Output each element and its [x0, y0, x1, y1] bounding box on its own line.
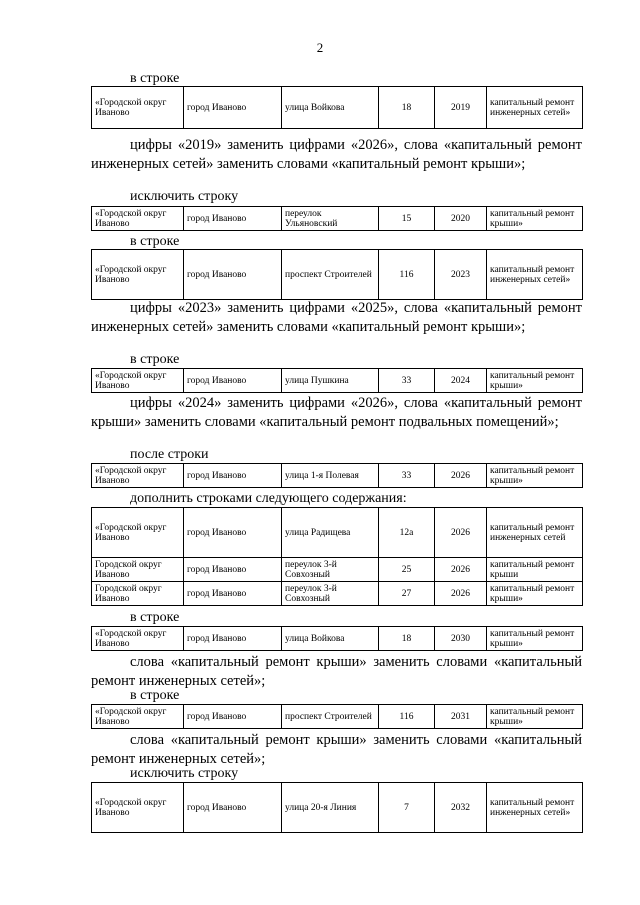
year-cell: 2019: [435, 87, 487, 129]
street-cell: улица Войкова: [282, 87, 379, 129]
instruction-label: в строке: [130, 610, 180, 625]
work-type-cell: капитальный ремонт инженерных сетей: [487, 508, 583, 558]
city-cell: город Иваново: [184, 207, 282, 231]
city-cell: город Иваново: [184, 783, 282, 833]
house-number-cell: 18: [379, 627, 435, 651]
city-cell: город Иваново: [184, 508, 282, 558]
street-cell: переулок Ульяновский: [282, 207, 379, 231]
street-cell: проспект Строителей: [282, 250, 379, 300]
city-cell: город Иваново: [184, 464, 282, 488]
year-cell: 2024: [435, 369, 487, 393]
street-cell: переулок 3-й Совхозный: [282, 558, 379, 582]
amendment-paragraph: цифры «2024» заменить цифрами «2026», слова «капитальный ремонт крыши» заменить словами «капитальный ремонт подвальных помещений»;: [91, 395, 582, 430]
house-number-cell: 33: [379, 369, 435, 393]
street-cell: улица Радищева: [282, 508, 379, 558]
city-cell: город Иваново: [184, 369, 282, 393]
municipality-cell: «Городской округ Иваново: [92, 369, 184, 393]
municipality-cell: «Городской округ Иваново: [92, 783, 184, 833]
address-table: [91, 704, 583, 729]
house-number-cell: 116: [379, 705, 435, 729]
work-type-cell: капитальный ремонт крыши: [487, 558, 583, 582]
address-table: [91, 368, 583, 393]
municipality-cell: «Городской округ Иваново: [92, 87, 184, 129]
street-cell: улица 1-я Полевая: [282, 464, 379, 488]
address-table: [91, 86, 583, 129]
year-cell: 2030: [435, 627, 487, 651]
city-cell: город Иваново: [184, 582, 282, 606]
municipality-cell: «Городской округ Иваново: [92, 508, 184, 558]
municipality-cell: «Городской округ Иваново: [92, 250, 184, 300]
amendment-paragraph: цифры «2023» заменить цифрами «2025», слова «капитальный ремонт инженерных сетей» заменить словами «капитальный ремонт крыши»;: [91, 300, 582, 335]
table-row: [92, 369, 583, 393]
work-type-cell: капитальный ремонт крыши»: [487, 207, 583, 231]
city-cell: город Иваново: [184, 558, 282, 582]
instruction-label: в строке: [130, 234, 180, 249]
work-type-cell: капитальный ремонт инженерных сетей»: [487, 783, 583, 833]
address-table: [91, 206, 583, 231]
address-table: [91, 782, 583, 833]
house-number-cell: 116: [379, 250, 435, 300]
table-row: [92, 464, 583, 488]
municipality-cell: Городской округ Иваново: [92, 558, 184, 582]
amendment-paragraph: слова «капитальный ремонт крыши» заменить словами «капитальный ремонт инженерных сетей»;: [91, 654, 582, 689]
street-cell: улица 20-я Линия: [282, 783, 379, 833]
work-type-cell: капитальный ремонт крыши»: [487, 582, 583, 606]
house-number-cell: 25: [379, 558, 435, 582]
year-cell: 2026: [435, 582, 487, 606]
instruction-label: дополнить строками следующего содержания:: [130, 491, 407, 506]
house-number-cell: 33: [379, 464, 435, 488]
table-row: [92, 783, 583, 833]
amendment-paragraph: цифры «2019» заменить цифрами «2026», слова «капитальный ремонт инженерных сетей» заменить словами «капитальный ремонт крыши»;: [91, 137, 582, 172]
municipality-cell: «Городской округ Иваново: [92, 705, 184, 729]
house-number-cell: 18: [379, 87, 435, 129]
work-type-cell: капитальный ремонт крыши»: [487, 369, 583, 393]
instruction-label: исключить строку: [130, 766, 239, 781]
instruction-label: исключить строку: [130, 189, 239, 204]
year-cell: 2023: [435, 250, 487, 300]
work-type-cell: капитальный ремонт крыши»: [487, 464, 583, 488]
street-cell: проспект Строителей: [282, 705, 379, 729]
work-type-cell: капитальный ремонт инженерных сетей»: [487, 87, 583, 129]
address-table: [91, 249, 583, 300]
year-cell: 2026: [435, 558, 487, 582]
table-row: [92, 627, 583, 651]
amendment-paragraph: слова «капитальный ремонт крыши» заменить словами «капитальный ремонт инженерных сетей»;: [91, 732, 582, 767]
address-table: [91, 507, 583, 606]
table-row: [92, 250, 583, 300]
street-cell: переулок 3-й Совхозный: [282, 582, 379, 606]
city-cell: город Иваново: [184, 705, 282, 729]
table-row: [92, 558, 583, 582]
municipality-cell: Городской округ Иваново: [92, 582, 184, 606]
house-number-cell: 7: [379, 783, 435, 833]
city-cell: город Иваново: [184, 250, 282, 300]
instruction-label: в строке: [130, 688, 180, 703]
instruction-label: после строки: [130, 447, 209, 462]
table-row: [92, 87, 583, 129]
year-cell: 2026: [435, 508, 487, 558]
table-row: [92, 582, 583, 606]
year-cell: 2031: [435, 705, 487, 729]
city-cell: город Иваново: [184, 87, 282, 129]
table-row: [92, 207, 583, 231]
table-row: [92, 705, 583, 729]
year-cell: 2026: [435, 464, 487, 488]
work-type-cell: капитальный ремонт крыши»: [487, 627, 583, 651]
house-number-cell: 27: [379, 582, 435, 606]
work-type-cell: капитальный ремонт крыши»: [487, 705, 583, 729]
municipality-cell: «Городской округ Иваново: [92, 207, 184, 231]
street-cell: улица Войкова: [282, 627, 379, 651]
year-cell: 2020: [435, 207, 487, 231]
house-number-cell: 12а: [379, 508, 435, 558]
work-type-cell: капитальный ремонт инженерных сетей»: [487, 250, 583, 300]
instruction-label: в строке: [130, 71, 180, 86]
instruction-label: в строке: [130, 352, 180, 367]
address-table: [91, 626, 583, 651]
address-table: [91, 463, 583, 488]
house-number-cell: 15: [379, 207, 435, 231]
year-cell: 2032: [435, 783, 487, 833]
street-cell: улица Пушкина: [282, 369, 379, 393]
page-number: 2: [316, 40, 324, 55]
municipality-cell: «Городской округ Иваново: [92, 464, 184, 488]
city-cell: город Иваново: [184, 627, 282, 651]
table-row: [92, 508, 583, 558]
municipality-cell: «Городской округ Иваново: [92, 627, 184, 651]
